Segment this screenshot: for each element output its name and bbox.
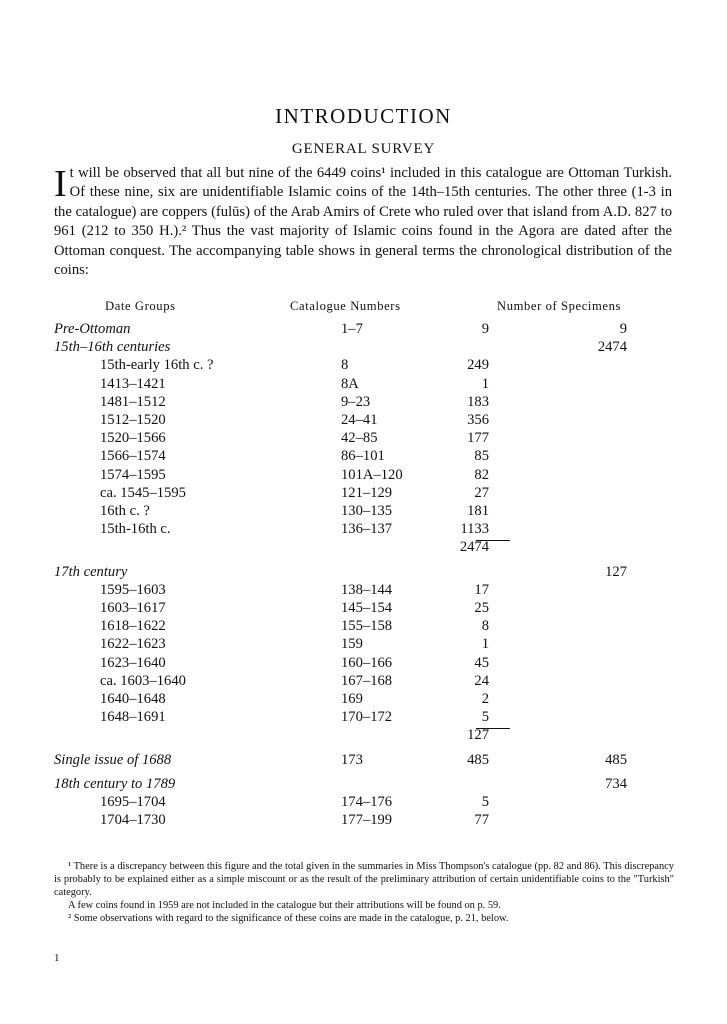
date-group-cell: Pre-Ottoman xyxy=(54,321,131,337)
footnote-1-addendum: A few coins found in 1959 are not included in the catalogue but their attributions will be found on p. 59. xyxy=(68,900,501,911)
intro-text: t will be observed that all but nine of the 6449 coins¹ included in this catalogue are Ottoman Turkish. Of these nine, six are unidentifiable Islamic coins of the 14th–15th centuries. The other three (1-3 in the catalogue) are coppers (fulūs) of the Arab Amirs of Crete who ruled over that island from A.D. 827 to 961 (212 to 350 H.).² Thus the vast majority of Islamic coins found in the Agora are dated after the Ottoman conquest. The accompanying table shows in general terms the chronological distribution of the coins: xyxy=(54,165,672,279)
date-group-cell: Single issue of 1688 xyxy=(54,751,172,768)
specimen-count-cell: 181 xyxy=(467,503,489,519)
specimen-count-cell: 177 xyxy=(467,430,489,447)
catalogue-numbers-cell: 138–144 xyxy=(341,581,393,598)
specimen-count-cell: 249 xyxy=(467,357,489,374)
footnote-1: ¹ There is a discrepancy between this figure and the total given in the summaries in Miss Thompson's catalogue (pp. 82 and 86). This discrepancy is probably to be explained either as a simple miscount or as the result of the preliminary attribution of certain unidentifiable coins to the "Turkish" category. xyxy=(54,861,674,898)
group-row xyxy=(0,339,727,357)
subtotal-row xyxy=(0,727,727,745)
date-group-cell: 1413–1421 xyxy=(100,375,166,392)
date-group-cell: 17th century xyxy=(54,563,128,580)
catalogue-numbers-cell: 170–172 xyxy=(341,709,393,726)
specimen-count-cell: 2474 xyxy=(459,539,489,556)
date-group-cell: 16th c. ? xyxy=(100,503,150,519)
specimen-count-cell: 2 xyxy=(481,691,489,707)
table-row xyxy=(0,357,727,375)
specimen-count-cell: 85 xyxy=(474,448,489,465)
catalogue-numbers-cell: 174–176 xyxy=(341,794,393,810)
catalogue-numbers-cell: 159 xyxy=(341,636,363,653)
specimen-count-cell: 45 xyxy=(474,654,489,671)
catalogue-numbers-cell: 177–199 xyxy=(341,812,393,829)
specimen-count-cell: 25 xyxy=(474,600,489,616)
specimen-count-cell: 8 xyxy=(481,618,489,635)
specimen-count-cell: 17 xyxy=(474,581,489,598)
date-group-cell: 15th–16th centuries xyxy=(54,339,171,356)
specimen-count-cell: 356 xyxy=(467,412,489,428)
catalogue-numbers-cell: 121–129 xyxy=(341,484,393,501)
specimen-count-cell: 82 xyxy=(474,466,489,483)
date-group-cell: 1512–1520 xyxy=(100,412,166,428)
header-date-groups: Date Groups xyxy=(105,299,176,313)
date-group-cell: 15th-early 16th c. ? xyxy=(100,357,214,374)
date-group-cell: 1640–1648 xyxy=(100,691,166,707)
catalogue-numbers-cell: 136–137 xyxy=(341,521,393,538)
table-row xyxy=(0,600,727,618)
specimen-count-cell: 183 xyxy=(467,393,489,410)
catalogue-numbers-cell: 9–23 xyxy=(341,393,371,410)
footnotes xyxy=(54,860,674,925)
table-row xyxy=(0,394,727,412)
footnote-2: ² Some observations with regard to the significance of these coins are made in the catalogue, p. 21, below. xyxy=(68,913,509,924)
date-group-cell: 1623–1640 xyxy=(100,654,166,671)
date-group-cell: 1648–1691 xyxy=(100,709,166,726)
catalogue-numbers-cell: 101A–120 xyxy=(341,466,403,483)
date-group-cell: 1574–1595 xyxy=(100,466,166,483)
catalogue-numbers-cell: 169 xyxy=(341,691,363,707)
catalogue-numbers-cell: 42–85 xyxy=(341,430,378,447)
specimen-total-cell: 485 xyxy=(605,751,627,768)
catalogue-numbers-cell: 1–7 xyxy=(341,321,363,337)
date-group-cell: 1695–1704 xyxy=(100,794,166,810)
table-row xyxy=(0,655,727,673)
specimen-total-cell: 734 xyxy=(605,775,627,792)
group-row xyxy=(0,776,727,794)
date-group-cell: 1704–1730 xyxy=(100,812,166,829)
group-row xyxy=(0,321,727,339)
catalogue-numbers-cell: 8 xyxy=(341,357,349,374)
catalogue-numbers-cell: 24–41 xyxy=(341,412,378,428)
date-group-cell: 15th-16th c. xyxy=(100,521,171,538)
table-row xyxy=(0,467,727,485)
group-row xyxy=(0,564,727,582)
table-row xyxy=(0,521,727,539)
table-row xyxy=(0,673,727,691)
page-title: INTRODUCTION xyxy=(275,104,452,128)
specimen-count-cell: 77 xyxy=(474,812,489,829)
date-group-cell: 1622–1623 xyxy=(100,636,166,653)
table-row xyxy=(0,709,727,727)
catalogue-numbers-cell: 160–166 xyxy=(341,654,393,671)
catalogue-numbers-cell: 8A xyxy=(341,375,359,392)
catalogue-numbers-cell: 155–158 xyxy=(341,618,393,635)
specimen-count-cell: 1 xyxy=(481,636,489,653)
date-group-cell: 1481–1512 xyxy=(100,393,166,410)
date-group-cell: ca. 1603–1640 xyxy=(100,672,186,689)
specimen-total-cell: 9 xyxy=(619,321,627,337)
table-row xyxy=(0,412,727,430)
specimen-count-cell: 5 xyxy=(481,794,489,810)
table-row xyxy=(0,618,727,636)
section-subtitle: GENERAL SURVEY xyxy=(291,141,436,157)
specimen-count-cell: 1 xyxy=(481,375,489,392)
group-row xyxy=(0,752,727,770)
table-row xyxy=(0,582,727,600)
specimen-count-cell: 1133 xyxy=(460,521,489,538)
catalogue-numbers-cell: 130–135 xyxy=(341,503,393,519)
table-row xyxy=(0,794,727,812)
table-row xyxy=(0,503,727,521)
catalogue-numbers-cell: 167–168 xyxy=(341,672,393,689)
date-group-cell: 18th century to 1789 xyxy=(54,775,176,792)
page-number: 1 xyxy=(54,952,60,964)
catalogue-numbers-cell: 86–101 xyxy=(341,448,385,465)
table-row xyxy=(0,636,727,654)
table-row xyxy=(0,691,727,709)
specimen-count-cell: 485 xyxy=(467,751,489,768)
date-group-cell: 1618–1622 xyxy=(100,618,166,635)
drop-cap: I xyxy=(54,163,67,205)
specimen-count-cell: 24 xyxy=(474,672,489,689)
table-row xyxy=(0,485,727,503)
specimen-total-cell: 127 xyxy=(605,563,627,580)
specimen-count-cell: 5 xyxy=(481,709,489,726)
table-row xyxy=(0,448,727,466)
catalogue-numbers-cell: 173 xyxy=(341,751,363,768)
catalogue-numbers-cell: 145–154 xyxy=(341,600,393,616)
header-number-of-specimens: Number of Specimens xyxy=(497,299,622,313)
specimen-total-cell: 2474 xyxy=(597,339,627,356)
header-catalogue-numbers: Catalogue Numbers xyxy=(290,299,401,313)
date-group-cell: ca. 1545–1595 xyxy=(100,484,186,501)
date-group-cell: 1603–1617 xyxy=(100,600,166,616)
date-group-cell: 1520–1566 xyxy=(100,430,166,447)
date-group-cell: 1595–1603 xyxy=(100,581,166,598)
table-row xyxy=(0,430,727,448)
intro-paragraph xyxy=(54,164,672,280)
date-group-cell: 1566–1574 xyxy=(100,448,166,465)
table-row xyxy=(0,812,727,830)
table-row xyxy=(0,376,727,394)
specimen-count-cell: 27 xyxy=(474,484,489,501)
subtotal-row xyxy=(0,539,727,557)
specimen-count-cell: 9 xyxy=(481,321,489,337)
specimen-count-cell: 127 xyxy=(467,727,489,744)
